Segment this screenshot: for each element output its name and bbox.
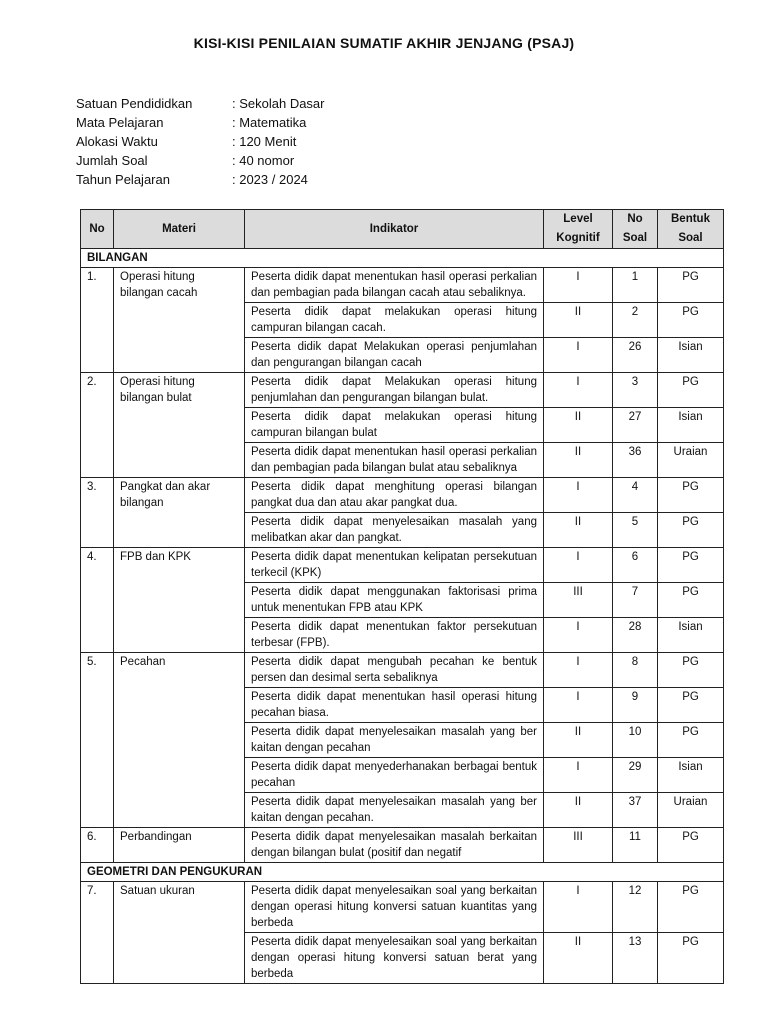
table-row (81, 548, 724, 583)
cell-bentuk: Uraian (658, 793, 724, 828)
cell-materi: Pecahan (114, 653, 245, 828)
cell-level: I (544, 338, 613, 373)
cell-bentuk: PG (658, 548, 724, 583)
header-level: Level Kognitif (544, 210, 613, 249)
cell-no-soal: 2 (613, 303, 658, 338)
cell-indikator: Peserta didik dapat menyelesaikan masalah yang ber kaitan dengan pecahan (245, 723, 544, 758)
cell-no-soal: 6 (613, 548, 658, 583)
meta-row-tahun (76, 170, 325, 189)
cell-bentuk: Isian (658, 408, 724, 443)
cell-no-soal: 4 (613, 478, 658, 513)
cell-materi: FPB dan KPK (114, 548, 245, 653)
cell-no-soal: 1 (613, 268, 658, 303)
table-row (81, 653, 724, 688)
cell-no-soal: 7 (613, 583, 658, 618)
cell-bentuk: Uraian (658, 443, 724, 478)
table-row (81, 882, 724, 933)
cell-level: I (544, 653, 613, 688)
cell-indikator: Peserta didik dapat mengubah pecahan ke bentuk persen dan desimal serta sebaliknya (245, 653, 544, 688)
cell-bentuk: PG (658, 303, 724, 338)
cell-bentuk: PG (658, 373, 724, 408)
meta-row-alokasi (76, 132, 325, 151)
cell-level: I (544, 373, 613, 408)
meta-label: Satuan Pendididkan (76, 96, 193, 111)
cell-indikator: Peserta didik dapat menentukan kelipatan persekutuan terkecil (KPK) (245, 548, 544, 583)
header-no-soal: No Soal (613, 210, 658, 249)
cell-level: II (544, 723, 613, 758)
cell-indikator: Peserta didik dapat menyelesaikan soal yang berkaitan dengan operasi hitung konversi satuan kuantitas yang berbeda (245, 882, 544, 933)
cell-level: II (544, 443, 613, 478)
cell-indikator: Peserta didik dapat menentukan hasil operasi perkalian dan pembagian pada bilangan cacah atau sebaliknya. (245, 268, 544, 303)
kisi-table (80, 209, 724, 984)
cell-bentuk: Isian (658, 338, 724, 373)
cell-level: II (544, 933, 613, 984)
cell-no-soal: 8 (613, 653, 658, 688)
cell-indikator: Peserta didik dapat menentukan hasil operasi perkalian dan pembagian pada bilangan bulat atau sebaliknya (245, 443, 544, 478)
cell-no: 1. (81, 268, 114, 373)
cell-indikator: Peserta didik dapat menyelesaikan masalah yang melibatkan akar dan pangkat. (245, 513, 544, 548)
meta-value: : 40 nomor (232, 153, 295, 168)
cell-level: III (544, 828, 613, 863)
cell-bentuk: Isian (658, 758, 724, 793)
cell-no: 7. (81, 882, 114, 984)
cell-indikator: Peserta didik dapat Melakukan operasi hitung penjumlahan dan pengurangan bilangan bulat. (245, 373, 544, 408)
cell-bentuk: PG (658, 723, 724, 758)
section-row (81, 249, 724, 268)
cell-indikator: Peserta didik dapat menyelesaikan soal yang berkaitan dengan operasi hitung konversi satuan berat yang berbeda (245, 933, 544, 984)
cell-bentuk: PG (658, 268, 724, 303)
header-no: No (81, 210, 114, 249)
cell-level: III (544, 583, 613, 618)
cell-materi: Perbandingan (114, 828, 245, 863)
cell-level: I (544, 882, 613, 933)
meta-value: : 120 Menit (232, 134, 297, 149)
cell-level: I (544, 548, 613, 583)
cell-materi: Pangkat dan akar bilangan (114, 478, 245, 548)
meta-label: Jumlah Soal (76, 153, 148, 168)
cell-no-soal: 5 (613, 513, 658, 548)
cell-no-soal: 13 (613, 933, 658, 984)
cell-materi: Satuan ukuran (114, 882, 245, 984)
cell-level: I (544, 478, 613, 513)
cell-level: II (544, 303, 613, 338)
table-row (81, 478, 724, 513)
cell-no: 5. (81, 653, 114, 828)
meta-row-jumlah (76, 151, 325, 170)
meta-value: : Matematika (232, 115, 307, 130)
cell-indikator: Peserta didik dapat menentukan faktor persekutuan terbesar (FPB). (245, 618, 544, 653)
cell-no: 2. (81, 373, 114, 478)
document-title: KISI-KISI PENILAIAN SUMATIF AKHIR JENJANG (PSAJ) (193, 35, 575, 51)
cell-no-soal: 37 (613, 793, 658, 828)
cell-bentuk: PG (658, 933, 724, 984)
cell-materi: Operasi hitung bilangan cacah (114, 268, 245, 373)
table-body (81, 249, 724, 984)
cell-indikator: Peserta didik dapat melakukan operasi hitung campuran bilangan bulat (245, 408, 544, 443)
cell-bentuk: PG (658, 513, 724, 548)
section-row (81, 863, 724, 882)
cell-no: 3. (81, 478, 114, 548)
cell-bentuk: PG (658, 882, 724, 933)
cell-no-soal: 10 (613, 723, 658, 758)
cell-level: I (544, 618, 613, 653)
meta-value: : 2023 / 2024 (232, 172, 308, 187)
table-row (81, 268, 724, 303)
cell-bentuk: PG (658, 478, 724, 513)
cell-no-soal: 9 (613, 688, 658, 723)
cell-indikator: Peserta didik dapat Melakukan operasi penjumlahan dan pengurangan bilangan cacah (245, 338, 544, 373)
cell-level: II (544, 793, 613, 828)
cell-bentuk: PG (658, 583, 724, 618)
cell-level: I (544, 268, 613, 303)
cell-no-soal: 12 (613, 882, 658, 933)
cell-no-soal: 3 (613, 373, 658, 408)
cell-bentuk: PG (658, 828, 724, 863)
meta-row-mapel (76, 113, 325, 132)
cell-indikator: Peserta didik dapat menentukan hasil operasi hitung pecahan biasa. (245, 688, 544, 723)
header-indikator: Indikator (245, 210, 544, 249)
section-title: GEOMETRI DAN PENGUKURAN (81, 863, 724, 882)
cell-no: 6. (81, 828, 114, 863)
cell-no-soal: 26 (613, 338, 658, 373)
meta-label: Tahun Pelajaran (76, 172, 170, 187)
cell-no-soal: 28 (613, 618, 658, 653)
cell-no-soal: 29 (613, 758, 658, 793)
meta-label: Alokasi Waktu (76, 134, 158, 149)
cell-indikator: Peserta didik dapat menggunakan faktorisasi prima untuk menentukan FPB atau KPK (245, 583, 544, 618)
meta-row-satuan (76, 94, 325, 113)
cell-level: I (544, 758, 613, 793)
cell-bentuk: PG (658, 688, 724, 723)
meta-value: : Sekolah Dasar (232, 96, 325, 111)
table-row (81, 373, 724, 408)
cell-bentuk: Isian (658, 618, 724, 653)
cell-materi: Operasi hitung bilangan bulat (114, 373, 245, 478)
cell-no-soal: 36 (613, 443, 658, 478)
header-materi: Materi (114, 210, 245, 249)
table-header-row (81, 210, 724, 249)
cell-level: II (544, 513, 613, 548)
cell-level: I (544, 688, 613, 723)
cell-indikator: Peserta didik dapat menyelesaikan masalah yang ber kaitan dengan pecahan. (245, 793, 544, 828)
cell-indikator: Peserta didik dapat menyederhanakan berbagai bentuk pecahan (245, 758, 544, 793)
meta-label: Mata Pelajaran (76, 115, 164, 130)
cell-indikator: Peserta didik dapat menyelesaikan masalah berkaitan dengan bilangan bulat (positif dan negatif (245, 828, 544, 863)
cell-indikator: Peserta didik dapat melakukan operasi hitung campuran bilangan cacah. (245, 303, 544, 338)
cell-level: II (544, 408, 613, 443)
table-row (81, 828, 724, 863)
cell-bentuk: PG (658, 653, 724, 688)
cell-no: 4. (81, 548, 114, 653)
cell-no-soal: 11 (613, 828, 658, 863)
header-bentuk: Bentuk Soal (658, 210, 724, 249)
document-meta (76, 94, 325, 189)
section-title: BILANGAN (81, 249, 724, 268)
cell-no-soal: 27 (613, 408, 658, 443)
cell-indikator: Peserta didik dapat menghitung operasi bilangan pangkat dua dan atau akar pangkat dua. (245, 478, 544, 513)
